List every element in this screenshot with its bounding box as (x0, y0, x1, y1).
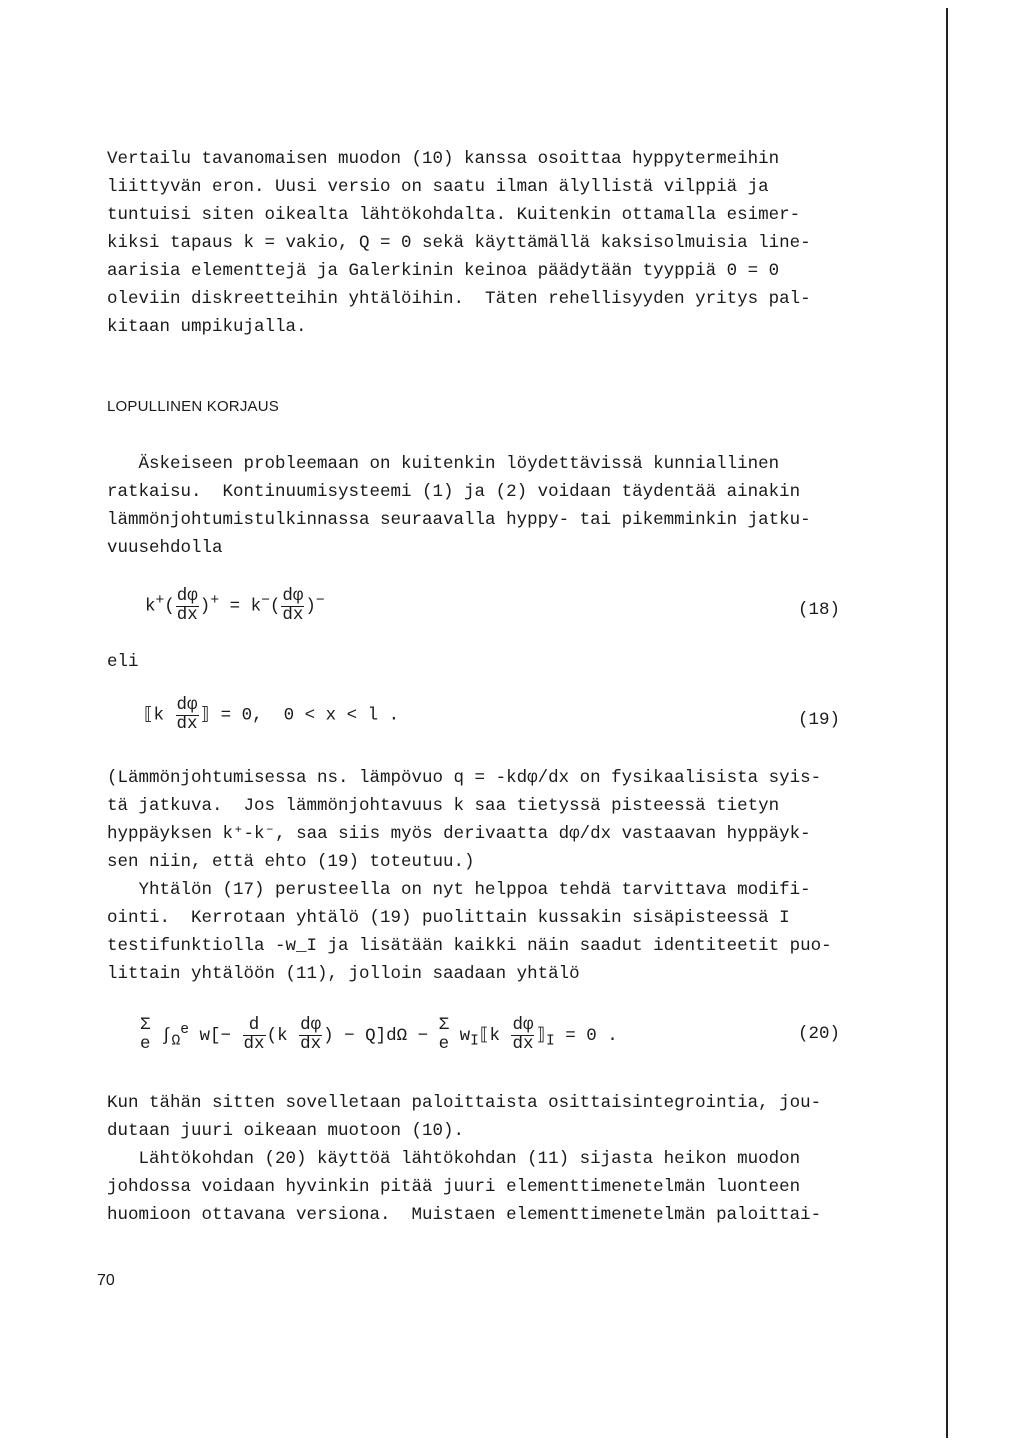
equation-20: Σ e $\int_\Omega^e$ w[− $\frac{d}{dx}$ (k $\frac{d\varphi}{dx}$ ) − Q]dΩ − Σ e $w_I⟦k$ $\frac{d\varphi}{dx}$ $⟧_I = 0$ . (140, 1015, 618, 1055)
text-line: tä jatkuva. Jos lämmönjohtavuus k saa tietyssä pisteessä tietyn (107, 796, 780, 816)
text-line: ratkaisu. Kontinuumisysteemi (1) ja (2) voidaan täydentää ainakin (107, 482, 801, 502)
text-line: lämmönjohtumistulkinnassa seuraavalla hyppy- tai pikemminkin jatku- (107, 510, 811, 530)
equation-number-19: (19) (798, 710, 841, 730)
equation-19-tail: = 0, 0 < x < l . (210, 705, 400, 726)
text-line: Yhtälön (17) perusteella on nyt helppoa tehdä tarvittava modifi- (107, 880, 811, 900)
text-line: Äskeiseen probleemaan on kuitenkin löydettävissä kunniallinen (107, 454, 780, 474)
text-line: ointi. Kerrotaan yhtälö (19) puolittain kussakin sisäpisteessä I (107, 908, 790, 928)
text-line: dutaan juuri oikeaan muotoon (10). (107, 1121, 465, 1141)
text-line: huomioon ottavana versiona. Muistaen elementtimenetelmän paloittai- (107, 1205, 822, 1225)
text-line: aarisia elementtejä ja Galerkinin keinoa päädytään tyyppiä 0 = 0 (107, 261, 780, 281)
text-line: liittyvän eron. Uusi versio on saatu ilman älyllistä vilppiä ja (107, 177, 769, 197)
text-line: tuntuisi siten oikealta lähtökohdalta. Kuitenkin ottamalla esimer- (107, 205, 801, 225)
eli-label: eli (107, 652, 139, 672)
page-number: 70 (97, 1272, 115, 1289)
equation-18: k+( $\frac{d\varphi}{dx}$ )+ = k−( $\frac{d\varphi}{dx}$ )− (145, 586, 325, 625)
scan-edge-rule (946, 8, 948, 1438)
text-line: vuusehdolla (107, 538, 223, 558)
text-line: littain yhtälöön (11), jolloin saadaan yhtälö (107, 964, 580, 984)
text-line: Kun tähän sitten sovelletaan paloittaista osittaisintegrointia, jou- (107, 1093, 822, 1113)
text-line: hyppäyksen k⁺-k⁻, saa siis myös derivaatta dφ/dx vastaavan hyppäyk- (107, 824, 811, 844)
section-heading: LOPULLINEN KORJAUS (107, 398, 279, 415)
text-line: oleviin diskreetteihin yhtälöihin. Täten rehellisyyden yritys pal- (107, 289, 811, 309)
text-line: kitaan umpikujalla. (107, 317, 307, 337)
text-line: Lähtökohdan (20) käyttöä lähtökohdan (11) sijasta heikon muodon (107, 1149, 801, 1169)
text-line: testifunktiolla -w_I ja lisätään kaikki näin saadut identiteetit puo- (107, 936, 832, 956)
text-line: johdossa voidaan hyvinkin pitää juuri elementtimenetelmän luonteen (107, 1177, 801, 1197)
text-line: Vertailu tavanomaisen muodon (10) kanssa osoittaa hyppytermeihin (107, 149, 780, 169)
text-line: (Lämmönjohtumisessa ns. lämpövuo q = -kdφ/dx on fysikaalisista syis- (107, 768, 822, 788)
equation-19: ⟦k $\frac{d\varphi}{dx}$ ⟧ = 0, 0 < x < l . (143, 695, 400, 734)
equation-number-18: (18) (798, 600, 841, 620)
equation-number-20: (20) (798, 1024, 841, 1044)
text-line: kiksi tapaus k = vakio, Q = 0 sekä käyttämällä kaksisolmuisia line- (107, 233, 811, 253)
text-line: sen niin, että ehto (19) toteutuu.) (107, 852, 475, 872)
